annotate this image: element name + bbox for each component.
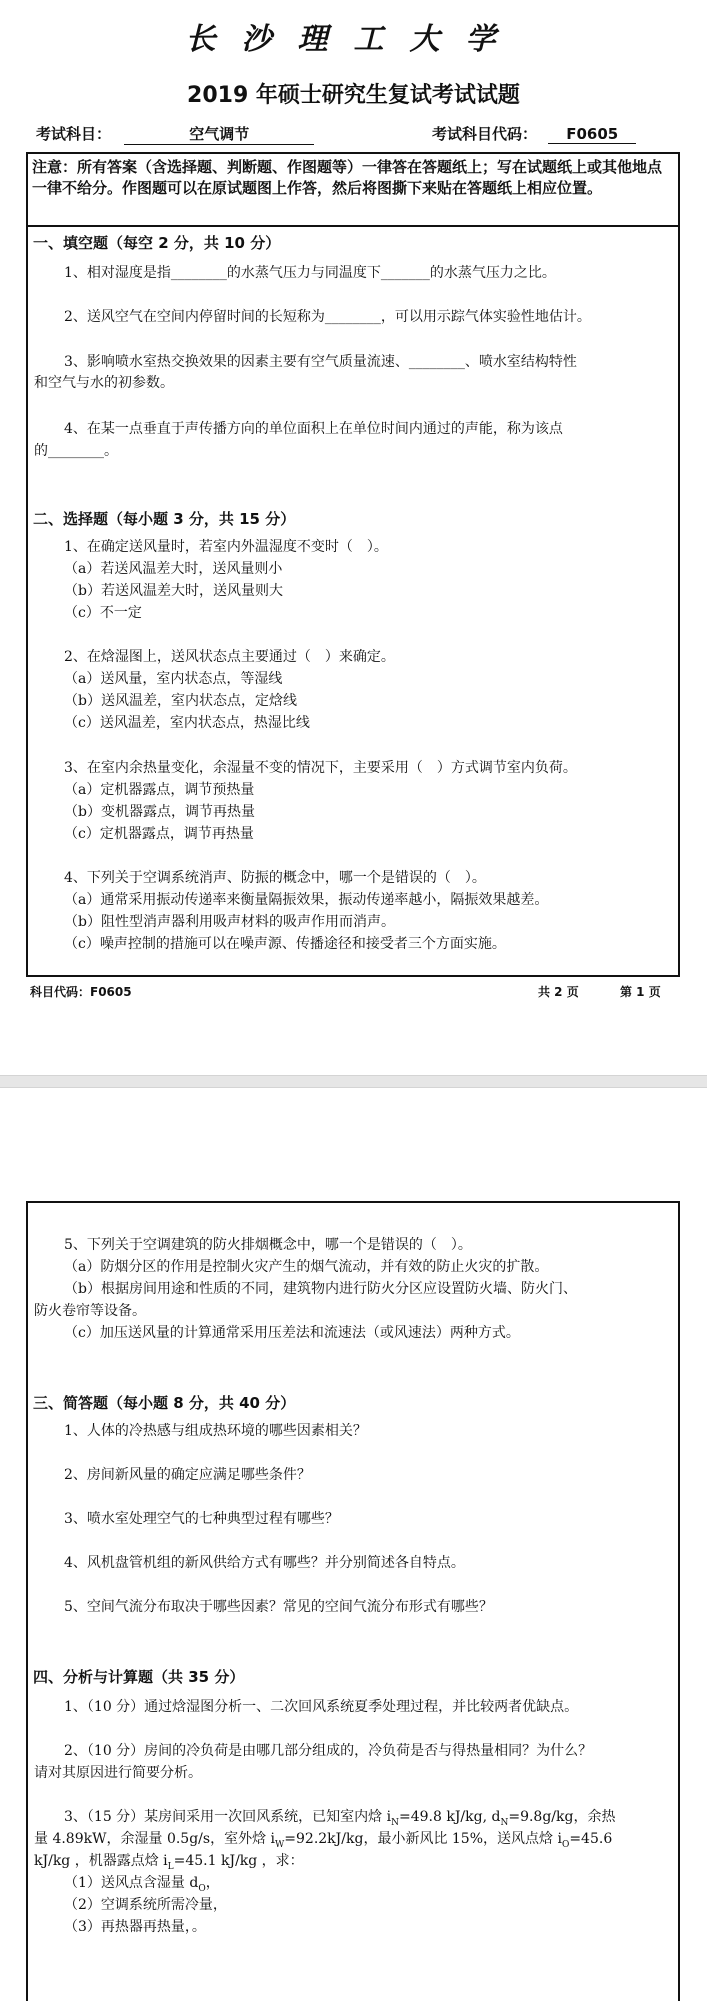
footer-subject-code: 科目代码：F0605 [30, 985, 132, 999]
s2-q3-option-b: （b）变机器露点，调节再热量 [64, 804, 255, 820]
notice-divider [26, 225, 680, 227]
q3-sub-o: O [561, 1839, 570, 1850]
s1-question-4: 4、在某一点垂直于声传播方向的单位面积上在单位时间内通过的声能，称为该点 [64, 421, 563, 437]
footer-total-pages: 共 2 页 [538, 985, 579, 999]
s2-question-2: 2、在焓湿图上，送风状态点主要通过（ ）来确定。 [64, 649, 395, 665]
s2-question-5: 5、下列关于空调建筑的防火排烟概念中，哪一个是错误的（ ）。 [64, 1237, 472, 1253]
s4-q3-item-3: （3）再热器再热量，。 [64, 1919, 206, 1935]
s2-q4-option-c: （c）噪声控制的措施可以在噪声源、传播途径和接受者三个方面实施。 [64, 936, 506, 952]
notice-text: 注意：所有答案（含选择题、判断题、作图题等）一律答在答题纸上；写在试题纸上或其他地点一律不给分。作图题可以在原试题图上作答，然后将图撕下来贴在答题纸上相应位置。 [32, 158, 663, 197]
section-3-title: 三、简答题（每小题 8 分，共 40 分） [33, 1394, 296, 1412]
s1-question-3-cont: 和空气与水的初参数。 [34, 375, 174, 391]
q3-sub-w: W [275, 1839, 285, 1850]
section-2-title: 二、选择题（每小题 3 分，共 15 分） [33, 510, 296, 528]
s4-question-3-line-3 [34, 1850, 304, 1872]
q3-text-e: =92.2kJ/kg，最小新风比 15%，送风点焓 i [284, 1831, 562, 1847]
s2-q3-option-a: （a）定机器露点，调节预热量 [64, 782, 255, 798]
s2-q5-option-a: （a）防烟分区的作用是控制火灾产生的烟气流动，并有效的防止火灾的扩散。 [64, 1259, 549, 1275]
s2-question-4: 4、下列关于空调系统消声、防振的概念中，哪一个是错误的（ ）。 [64, 870, 486, 886]
s2-q1-option-b: （b）若送风温差大时，送风量则大 [64, 583, 283, 599]
subject-label: 考试科目： [36, 125, 112, 143]
code-label: 考试科目代码： [432, 125, 538, 143]
q3-text-b: =49.8 kJ/kg, d [398, 1809, 501, 1825]
s2-q5-option-b-cont: 防火卷帘等设备。 [34, 1303, 146, 1319]
exam-page-2 [0, 1088, 707, 1980]
q3-sub-l: L [167, 1861, 174, 1872]
s2-q2-option-b: （b）送风温差，室内状态点，定焓线 [64, 693, 297, 709]
university-name: 长沙理工大学 [185, 22, 522, 57]
code-value: F0605 [548, 125, 636, 144]
s4-question-2-cont: 请对其原因进行简要分析。 [34, 1765, 202, 1781]
s3-question-3: 3、喷水室处理空气的七种典型过程有哪些？ [64, 1511, 339, 1527]
s2-q2-option-a: （a）送风量，室内状态点，等湿线 [64, 671, 283, 687]
s4-question-2: 2、（10 分）房间的冷负荷是由哪几部分组成的，冷负荷是否与得热量相同？为什么？ [64, 1743, 593, 1759]
s4-q3-item-1 [64, 1872, 220, 1894]
s4-question-3-line-1 [64, 1806, 615, 1828]
q3-text-h: =45.1 kJ/kg ，求： [173, 1853, 304, 1869]
subject-value: 空气调节 [124, 123, 314, 145]
s2-q4-option-b: （b）阻性型消声器利用吸声材料的吸声作用而消声。 [64, 914, 395, 930]
q3-item-1-end: ， [205, 1875, 220, 1891]
subject-row [36, 123, 314, 145]
exam-title: 2019 年硕士研究生复试考试试题 [187, 83, 520, 108]
s2-q1-option-c: （c）不一定 [64, 605, 142, 621]
q3-item-1-sub: O [198, 1883, 206, 1894]
q3-sub-n1: N [391, 1817, 399, 1828]
s3-question-5: 5、空间气流分布取决于哪些因素？常见的空间气流分布形式有哪些？ [64, 1599, 493, 1615]
code-row [432, 123, 636, 144]
s1-question-4-cont: 的________。 [34, 443, 118, 459]
s3-question-1: 1、人体的冷热感与组成热环境的哪些因素相关？ [64, 1423, 367, 1439]
q3-text-c: =9.8g/kg，余热 [508, 1809, 616, 1825]
q3-text-a: 3、（15 分）某房间采用一次回风系统，已知室内焓 i [64, 1809, 392, 1825]
q3-sub-n2: N [500, 1817, 509, 1828]
s2-q4-option-a: （a）通常采用振动传递率来衡量隔振效果，振动传递率越小，隔振效果越差。 [64, 892, 549, 908]
s2-question-1: 1、在确定送风量时，若室内外温湿度不变时（ ）。 [64, 539, 388, 555]
section-1-title: 一、填空题（每空 2 分，共 10 分） [33, 234, 281, 252]
s2-q5-option-c: （c）加压送风量的计算通常采用压差法和流速法（或风速法）两种方式。 [64, 1325, 520, 1341]
section-4-title: 四、分析与计算题（共 35 分） [33, 1668, 245, 1686]
q3-text-d: 量 4.89kW，余湿量 0.5g/s，室外焓 i [34, 1831, 276, 1847]
s2-q3-option-c: （c）定机器露点，调节再热量 [64, 826, 254, 842]
s2-q1-option-a: （a）若送风温差大时，送风量则小 [64, 561, 283, 577]
s4-question-3-line-2 [34, 1828, 612, 1850]
s1-question-3: 3、影响喷水室热交换效果的因素主要有空气质量流速、________、喷水室结构特性 [64, 354, 577, 370]
s4-question-1: 1、（10 分）通过焓湿图分析一、二次回风系统夏季处理过程，并比较两者优缺点。 [64, 1699, 579, 1715]
s3-question-4: 4、风机盘管机组的新风供给方式有哪些？并分别简述各自特点。 [64, 1555, 465, 1571]
q3-text-g: kJ/kg ，机器露点焓 i [34, 1853, 168, 1869]
s1-question-1: 1、相对湿度是指________的水蒸气压力与同温度下_______的水蒸气压力之比。 [64, 265, 556, 281]
page-separator [0, 1075, 707, 1088]
s2-question-3: 3、在室内余热量变化，余湿量不变的情况下，主要采用（ ）方式调节室内负荷。 [64, 760, 577, 776]
footer-page-number: 第 1 页 [620, 985, 661, 999]
s1-question-2: 2、送风空气在空间内停留时间的长短称为________，可以用示踪气体实验性地估计。 [64, 309, 591, 325]
s2-q5-option-b: （b）根据房间用途和性质的不同，建筑物内进行防火分区应设置防火墙、防火门、 [64, 1281, 577, 1297]
s2-q2-option-c: （c）送风温差，室内状态点，热湿比线 [64, 715, 310, 731]
s4-q3-item-2: （2）空调系统所需冷量， [64, 1897, 227, 1913]
s3-question-2: 2、房间新风量的确定应满足哪些条件？ [64, 1467, 311, 1483]
q3-item-1-text: （1）送风点含湿量 d [64, 1875, 199, 1891]
q3-text-f: =45.6 [569, 1831, 613, 1847]
